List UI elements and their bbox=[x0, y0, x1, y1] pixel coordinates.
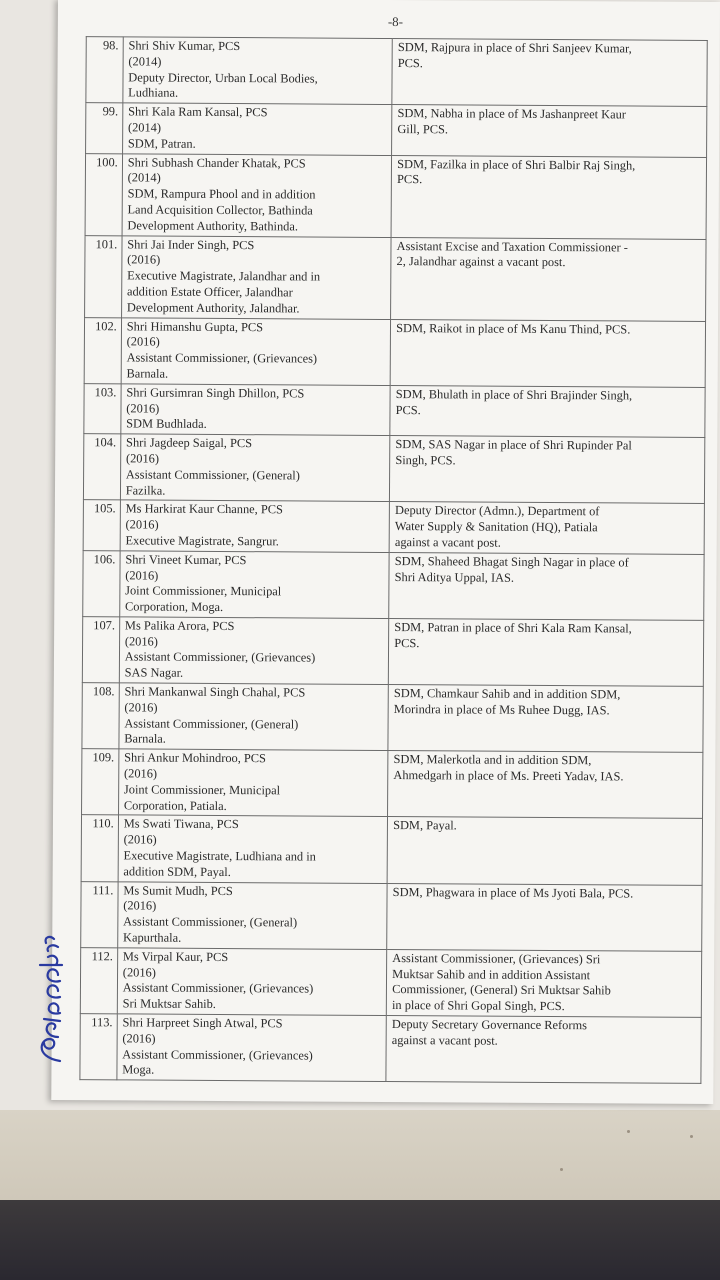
posting-line: in place of Shri Gopal Singh, PCS. bbox=[391, 998, 565, 1014]
table-row bbox=[81, 815, 702, 885]
posting-line: SDM, Chamkaur Sahib and in addition SDM, bbox=[393, 686, 621, 702]
serial-number: 98. bbox=[86, 37, 123, 103]
table-row bbox=[82, 749, 703, 819]
serial-number: 106. bbox=[83, 550, 120, 616]
posting-line: SDM, Raikot in place of Ms Kanu Thind, PCS. bbox=[396, 320, 631, 337]
serial-number: 111. bbox=[81, 881, 118, 947]
serial-number: 100. bbox=[85, 153, 122, 235]
officer-line: Shri Subhash Chander Khatak, PCS bbox=[127, 154, 306, 171]
officer-line: (2014) bbox=[127, 170, 161, 185]
posting-line: SDM, SAS Nagar in place of Shri Rupinder Pal bbox=[395, 437, 632, 453]
serial-number: 99. bbox=[86, 103, 123, 154]
serial-number: 112. bbox=[80, 947, 117, 1013]
officer-line: Assistant Commissioner, (Grievances) bbox=[126, 350, 318, 366]
table-row bbox=[84, 317, 705, 387]
new-posting bbox=[387, 883, 702, 951]
officer-line: Ms Sumit Mudh, PCS bbox=[123, 883, 233, 898]
serial-number: 105. bbox=[83, 500, 120, 551]
table-row bbox=[83, 434, 704, 504]
officer-line: Shri Shiv Kumar, PCS bbox=[128, 38, 241, 54]
background-floor bbox=[0, 1200, 720, 1280]
table-row bbox=[82, 617, 703, 687]
posting-line: SDM, Nabha in place of Ms Jashanpreet Kaur bbox=[397, 106, 626, 122]
officer-line: Corporation, Patiala. bbox=[123, 798, 227, 813]
officer-line: Shri Gursimran Singh Dhillon, PCS bbox=[126, 385, 305, 401]
new-posting bbox=[392, 39, 707, 107]
officer-line: Barnala. bbox=[124, 731, 166, 747]
table-row bbox=[83, 500, 704, 554]
officer-line: Shri Jai Inder Singh, PCS bbox=[127, 236, 255, 252]
officer-line: Shri Ankur Mohindroo, PCS bbox=[124, 750, 267, 766]
officer-line: Kapurthala. bbox=[123, 930, 182, 945]
officer-details bbox=[121, 235, 391, 319]
officer-line: Ms Virpal Kaur, PCS bbox=[122, 949, 229, 964]
officer-line: addition SDM, Payal. bbox=[123, 864, 231, 879]
document-page bbox=[51, 0, 720, 1104]
new-posting bbox=[389, 552, 704, 620]
officer-line: (2016) bbox=[122, 1031, 156, 1046]
officer-line: (2014) bbox=[128, 54, 162, 69]
officer-details bbox=[117, 882, 387, 950]
officer-details bbox=[119, 617, 389, 685]
officer-line: SDM, Patran. bbox=[127, 136, 196, 151]
new-posting bbox=[386, 949, 701, 1017]
officer-line: Ms Swati Tiwana, PCS bbox=[123, 816, 239, 832]
officer-line: Assistant Commissioner, (Grievances) bbox=[122, 980, 314, 996]
officer-line: Ludhiana. bbox=[128, 85, 179, 101]
table-row bbox=[83, 550, 704, 620]
officer-details bbox=[118, 749, 388, 817]
officer-line: (2016) bbox=[125, 451, 160, 466]
posting-line: Assistant Commissioner, (Grievances) Sri bbox=[392, 950, 601, 967]
officer-line: Shri Himanshu Gupta, PCS bbox=[126, 318, 264, 334]
transfer-table bbox=[79, 36, 707, 1084]
officer-line: Executive Magistrate, Sangrur. bbox=[125, 533, 279, 549]
table-row bbox=[86, 37, 707, 107]
officer-line: Ms Palika Arora, PCS bbox=[124, 618, 235, 633]
officer-line: (2016) bbox=[124, 700, 158, 715]
table-row bbox=[80, 947, 701, 1017]
officer-line: SDM Budhlada. bbox=[126, 416, 207, 432]
serial-number: 107. bbox=[82, 617, 119, 683]
officer-line: Joint Commissioner, Municipal bbox=[123, 782, 281, 798]
posting-line: 2, Jalandhar against a vacant post. bbox=[396, 254, 566, 270]
officer-line: Sri Muktsar Sahib. bbox=[122, 996, 216, 1012]
officer-line: SAS Nagar. bbox=[124, 665, 184, 681]
posting-line: SDM, Patran in place of Shri Kala Ram Kansal, bbox=[394, 619, 632, 636]
officer-line: (2016) bbox=[124, 634, 158, 649]
posting-line: Gill, PCS. bbox=[397, 122, 449, 137]
serial-number: 110. bbox=[81, 815, 118, 881]
posting-line: PCS. bbox=[397, 55, 423, 71]
new-posting bbox=[388, 618, 703, 686]
officer-line: (2016) bbox=[124, 766, 158, 781]
table-row bbox=[86, 103, 707, 157]
officer-details bbox=[122, 103, 392, 155]
officer-line: addition Estate Officer, Jalandhar bbox=[126, 284, 293, 300]
officer-line: Shri Kala Ram Kansal, PCS bbox=[128, 104, 268, 120]
officer-line: Ms Harkirat Kaur Channe, PCS bbox=[125, 501, 283, 517]
officer-line: Fazilka. bbox=[125, 482, 166, 498]
officer-line: Assistant Commissioner, (Grievances) bbox=[124, 649, 316, 666]
officer-details bbox=[121, 384, 391, 436]
officer-line: Executive Magistrate, Jalandhar and in bbox=[127, 268, 321, 284]
posting-line: Shri Aditya Uppal, IAS. bbox=[394, 569, 515, 585]
posting-line: SDM, Malerkotla and in addition SDM, bbox=[393, 752, 592, 768]
officer-line: (2016) bbox=[122, 965, 156, 980]
table-row bbox=[85, 235, 706, 321]
posting-line: against a vacant post. bbox=[391, 1032, 498, 1048]
serial-number: 109. bbox=[82, 749, 119, 815]
officer-details bbox=[117, 948, 387, 1016]
officer-details bbox=[120, 434, 390, 502]
officer-line: (2016) bbox=[126, 334, 160, 349]
posting-line: PCS. bbox=[395, 402, 421, 417]
officer-line: Shri Mankanwal Singh Chahal, PCS bbox=[124, 684, 306, 700]
posting-line: Morindra in place of Ms Ruhee Dugg, IAS. bbox=[393, 701, 610, 718]
officer-details bbox=[120, 500, 390, 552]
page-number: -8- bbox=[387, 13, 404, 30]
officer-line: Development Authority, Bathinda. bbox=[127, 218, 299, 234]
posting-line: PCS. bbox=[397, 172, 423, 187]
table-row bbox=[80, 1014, 701, 1084]
officer-line: Assistant Commissioner, (General) bbox=[123, 914, 298, 930]
posting-line: PCS. bbox=[394, 635, 420, 650]
officer-line: Barnala. bbox=[126, 366, 169, 381]
officer-line: Land Acquisition Collector, Bathinda bbox=[127, 202, 313, 218]
posting-line: SDM, Bhulath in place of Shri Brajinder Singh, bbox=[395, 386, 633, 403]
new-posting bbox=[386, 1016, 701, 1084]
officer-line: Shri Jagdeep Saigal, PCS bbox=[126, 435, 253, 451]
posting-line: Deputy Director (Admn.), Department of bbox=[394, 503, 600, 519]
serial-number: 101. bbox=[85, 235, 122, 317]
posting-line: Deputy Secretary Governance Reforms bbox=[391, 1017, 588, 1033]
serial-number: 103. bbox=[84, 383, 121, 434]
table-body bbox=[80, 37, 707, 1084]
officer-line: Development Authority, Jalandhar. bbox=[126, 300, 300, 316]
posting-line: Water Supply & Sanitation (HQ), Patiala bbox=[394, 519, 598, 535]
officer-line: (2014) bbox=[127, 120, 162, 135]
posting-line: SDM, Fazilka in place of Shri Balbir Raj Singh, bbox=[397, 156, 636, 173]
new-posting bbox=[387, 817, 702, 885]
officer-line: (2016) bbox=[123, 898, 157, 914]
new-posting bbox=[391, 155, 706, 239]
new-posting bbox=[389, 502, 704, 554]
posting-line: SDM, Payal. bbox=[393, 818, 457, 833]
handwritten-signature bbox=[30, 925, 70, 1065]
posting-line: Assistant Excise and Taxation Commissioner - bbox=[396, 238, 628, 255]
serial-number: 104. bbox=[83, 434, 120, 500]
serial-number: 113. bbox=[80, 1014, 117, 1080]
serial-number: 102. bbox=[84, 317, 121, 383]
officer-details bbox=[119, 683, 389, 751]
posting-line: Singh, PCS. bbox=[395, 452, 456, 468]
table-row bbox=[81, 881, 702, 951]
posting-line: Ahmedgarh in place of Ms. Preeti Yadav, IAS. bbox=[393, 768, 624, 784]
officer-details bbox=[121, 317, 391, 385]
posting-line: Muktsar Sahib and in addition Assistant bbox=[392, 966, 591, 982]
officer-line: Deputy Director, Urban Local Bodies, bbox=[128, 70, 318, 86]
officer-line: Assistant Commissioner, (General) bbox=[124, 716, 299, 732]
officer-line: (2016) bbox=[125, 567, 159, 583]
posting-line: SDM, Phagwara in place of Ms Jyoti Bala, PCS. bbox=[392, 884, 634, 901]
posting-line: against a vacant post. bbox=[394, 534, 501, 550]
officer-line: Shri Vineet Kumar, PCS bbox=[125, 552, 247, 567]
new-posting bbox=[388, 685, 703, 753]
officer-details bbox=[122, 153, 392, 237]
new-posting bbox=[390, 319, 705, 387]
officer-line: (2016) bbox=[125, 517, 159, 532]
officer-line: Shri Harpreet Singh Atwal, PCS bbox=[122, 1015, 283, 1031]
officer-line: (2016) bbox=[126, 400, 160, 416]
posting-line: SDM, Rajpura in place of Shri Sanjeev Kumar, bbox=[397, 40, 632, 56]
officer-details bbox=[118, 815, 388, 883]
officer-line: Executive Magistrate, Ludhiana and in bbox=[123, 848, 316, 864]
officer-line: (2016) bbox=[127, 252, 161, 267]
officer-line: (2016) bbox=[123, 832, 157, 847]
table-row bbox=[84, 383, 705, 437]
officer-details bbox=[117, 1014, 387, 1082]
posting-line: Commissioner, (General) Sri Muktsar Sahib bbox=[392, 982, 611, 998]
officer-line: SDM, Rampura Phool and in addition bbox=[127, 186, 316, 202]
table-row bbox=[85, 153, 706, 239]
officer-line: Assistant Commissioner, (Grievances) bbox=[122, 1047, 313, 1063]
new-posting bbox=[392, 105, 707, 157]
background-wall bbox=[0, 1110, 720, 1200]
serial-number: 108. bbox=[82, 683, 119, 749]
officer-line: Corporation, Moga. bbox=[125, 599, 224, 615]
new-posting bbox=[390, 436, 705, 504]
new-posting bbox=[388, 751, 703, 819]
officer-line: Assistant Commissioner, (General) bbox=[125, 467, 300, 483]
new-posting bbox=[390, 385, 705, 437]
officer-details bbox=[120, 551, 390, 619]
officer-line: Moga. bbox=[122, 1062, 155, 1077]
posting-line: SDM, Shaheed Bhagat Singh Nagar in place of bbox=[394, 553, 629, 570]
officer-details bbox=[123, 37, 393, 105]
new-posting bbox=[391, 237, 706, 321]
table-row bbox=[82, 683, 703, 753]
officer-line: Joint Commissioner, Municipal bbox=[125, 583, 282, 599]
